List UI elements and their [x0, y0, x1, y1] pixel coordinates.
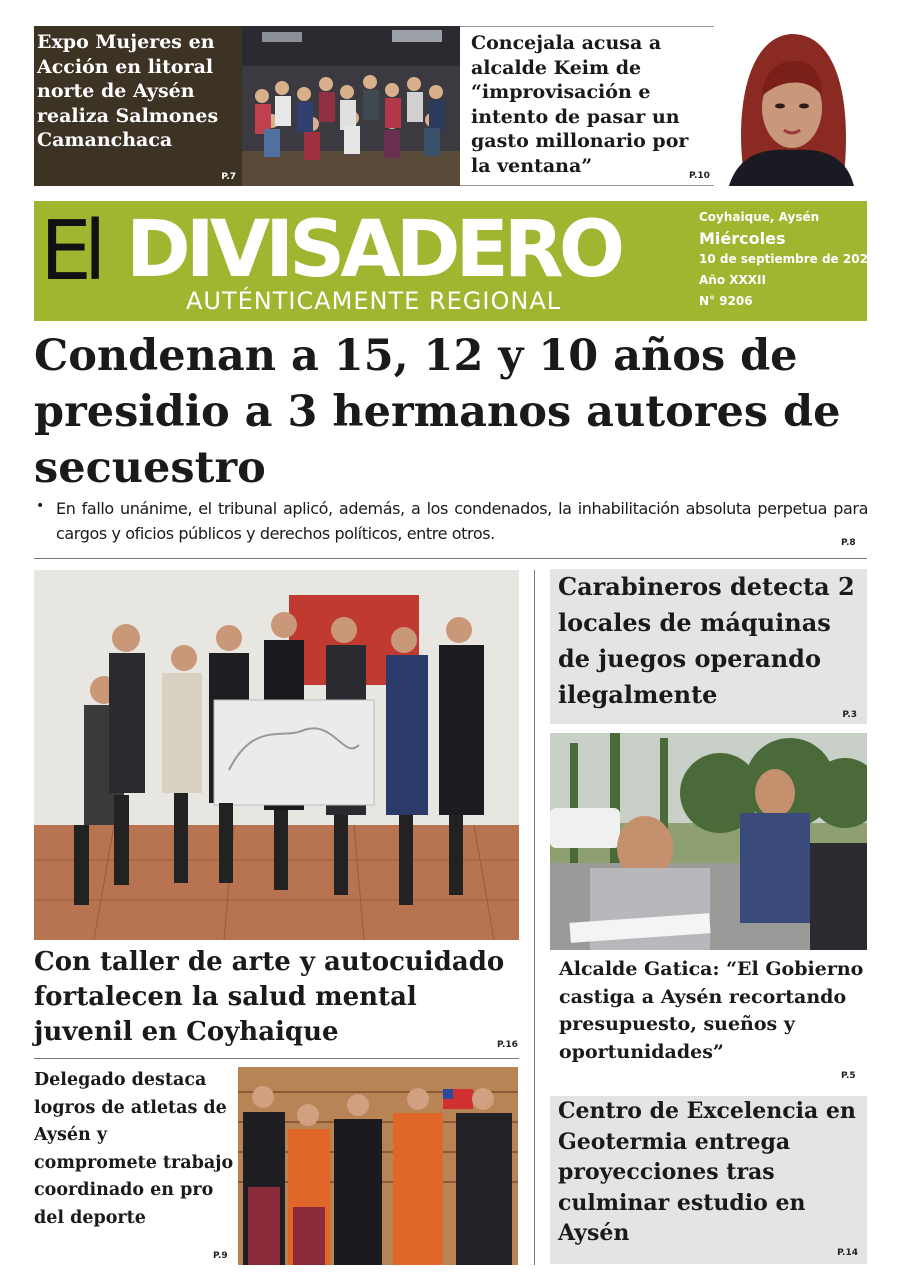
masthead — [34, 201, 877, 321]
geotermia-story-box[interactable] — [550, 1096, 867, 1264]
section-divider — [34, 558, 867, 559]
masthead-date: 10 de septiembre de 2025 — [699, 252, 877, 266]
geotermia-headline[interactable]: Centro de Excelencia en Geotermia entrega proyecciones tras culminar estudio en Aysén — [558, 1098, 856, 1246]
teaser-concejala-page: P.10 — [689, 171, 710, 181]
main-page-ref: P.8 — [841, 538, 856, 548]
photo-expo-mujeres-group — [242, 26, 460, 186]
masthead-issue-number: N° 9206 — [699, 294, 753, 308]
geotermia-page: P.14 — [837, 1248, 858, 1258]
main-summary: En fallo unánime, el tribunal aplicó, además, a los condenados, la inhabilitación absoluta perpetua para cargos y oficios públicos y derechos políticos, entre otros. — [56, 499, 868, 543]
logo-divisadero: DIVISADERO — [126, 205, 621, 295]
teaser-expo-title[interactable]: Expo Mujeres en Acción en litoral norte de Aysén realiza Salmones Camanchaca — [37, 31, 219, 151]
art-story-headline[interactable]: Con taller de arte y autocuidado fortalecen la salud mental juvenil en Coyhaique — [34, 947, 505, 1047]
masthead-location: Coyhaique, Aysén — [699, 210, 820, 224]
carabineros-page: P.3 — [842, 710, 857, 720]
photo-alcalde-gatica — [550, 733, 867, 950]
delegado-story-page: P.9 — [213, 1251, 228, 1261]
photo-art-workshop — [34, 570, 519, 940]
alcalde-page: P.5 — [841, 1071, 856, 1081]
main-headline[interactable]: Condenan a 15, 12 y 10 años de presidio a 3 hermanos autores de secuestro — [34, 331, 841, 493]
teaser-expo-page: P.7 — [221, 172, 236, 182]
art-story-page: P.16 — [497, 1040, 518, 1050]
logo-slogan: AUTÉNTICAMENTE REGIONAL — [186, 287, 562, 315]
masthead-year: Año XXXII — [699, 273, 766, 287]
delegado-story-headline[interactable]: Delegado destaca logros de atletas de Aysén y compromete trabajo coordinado en pro del deporte — [34, 1070, 234, 1228]
alcalde-headline[interactable]: Alcalde Gatica: “El Gobierno castiga a Aysén recortando presupuesto, sueños y oportunidades” — [559, 958, 864, 1063]
teaser-concejala-title[interactable]: Concejala acusa a alcalde Keim de “improvisación e intento de pasar un gasto millonario por la ventana” — [471, 32, 689, 177]
masthead-issue-info — [699, 207, 876, 312]
masthead-weekday: Miércoles — [699, 229, 786, 248]
teaser-expo-mujeres[interactable] — [34, 26, 242, 186]
left-divider — [34, 1058, 519, 1059]
summary-bullet: • — [36, 498, 45, 514]
photo-concejala-portrait — [714, 26, 867, 186]
carabineros-headline[interactable]: Carabineros detecta 2 locales de máquinas de juegos operando ilegalmente — [558, 572, 855, 709]
logo-el: El — [40, 204, 99, 299]
column-divider — [534, 570, 535, 1265]
photo-delegado-athletes — [238, 1067, 518, 1265]
carabineros-story-box[interactable] — [550, 569, 867, 724]
